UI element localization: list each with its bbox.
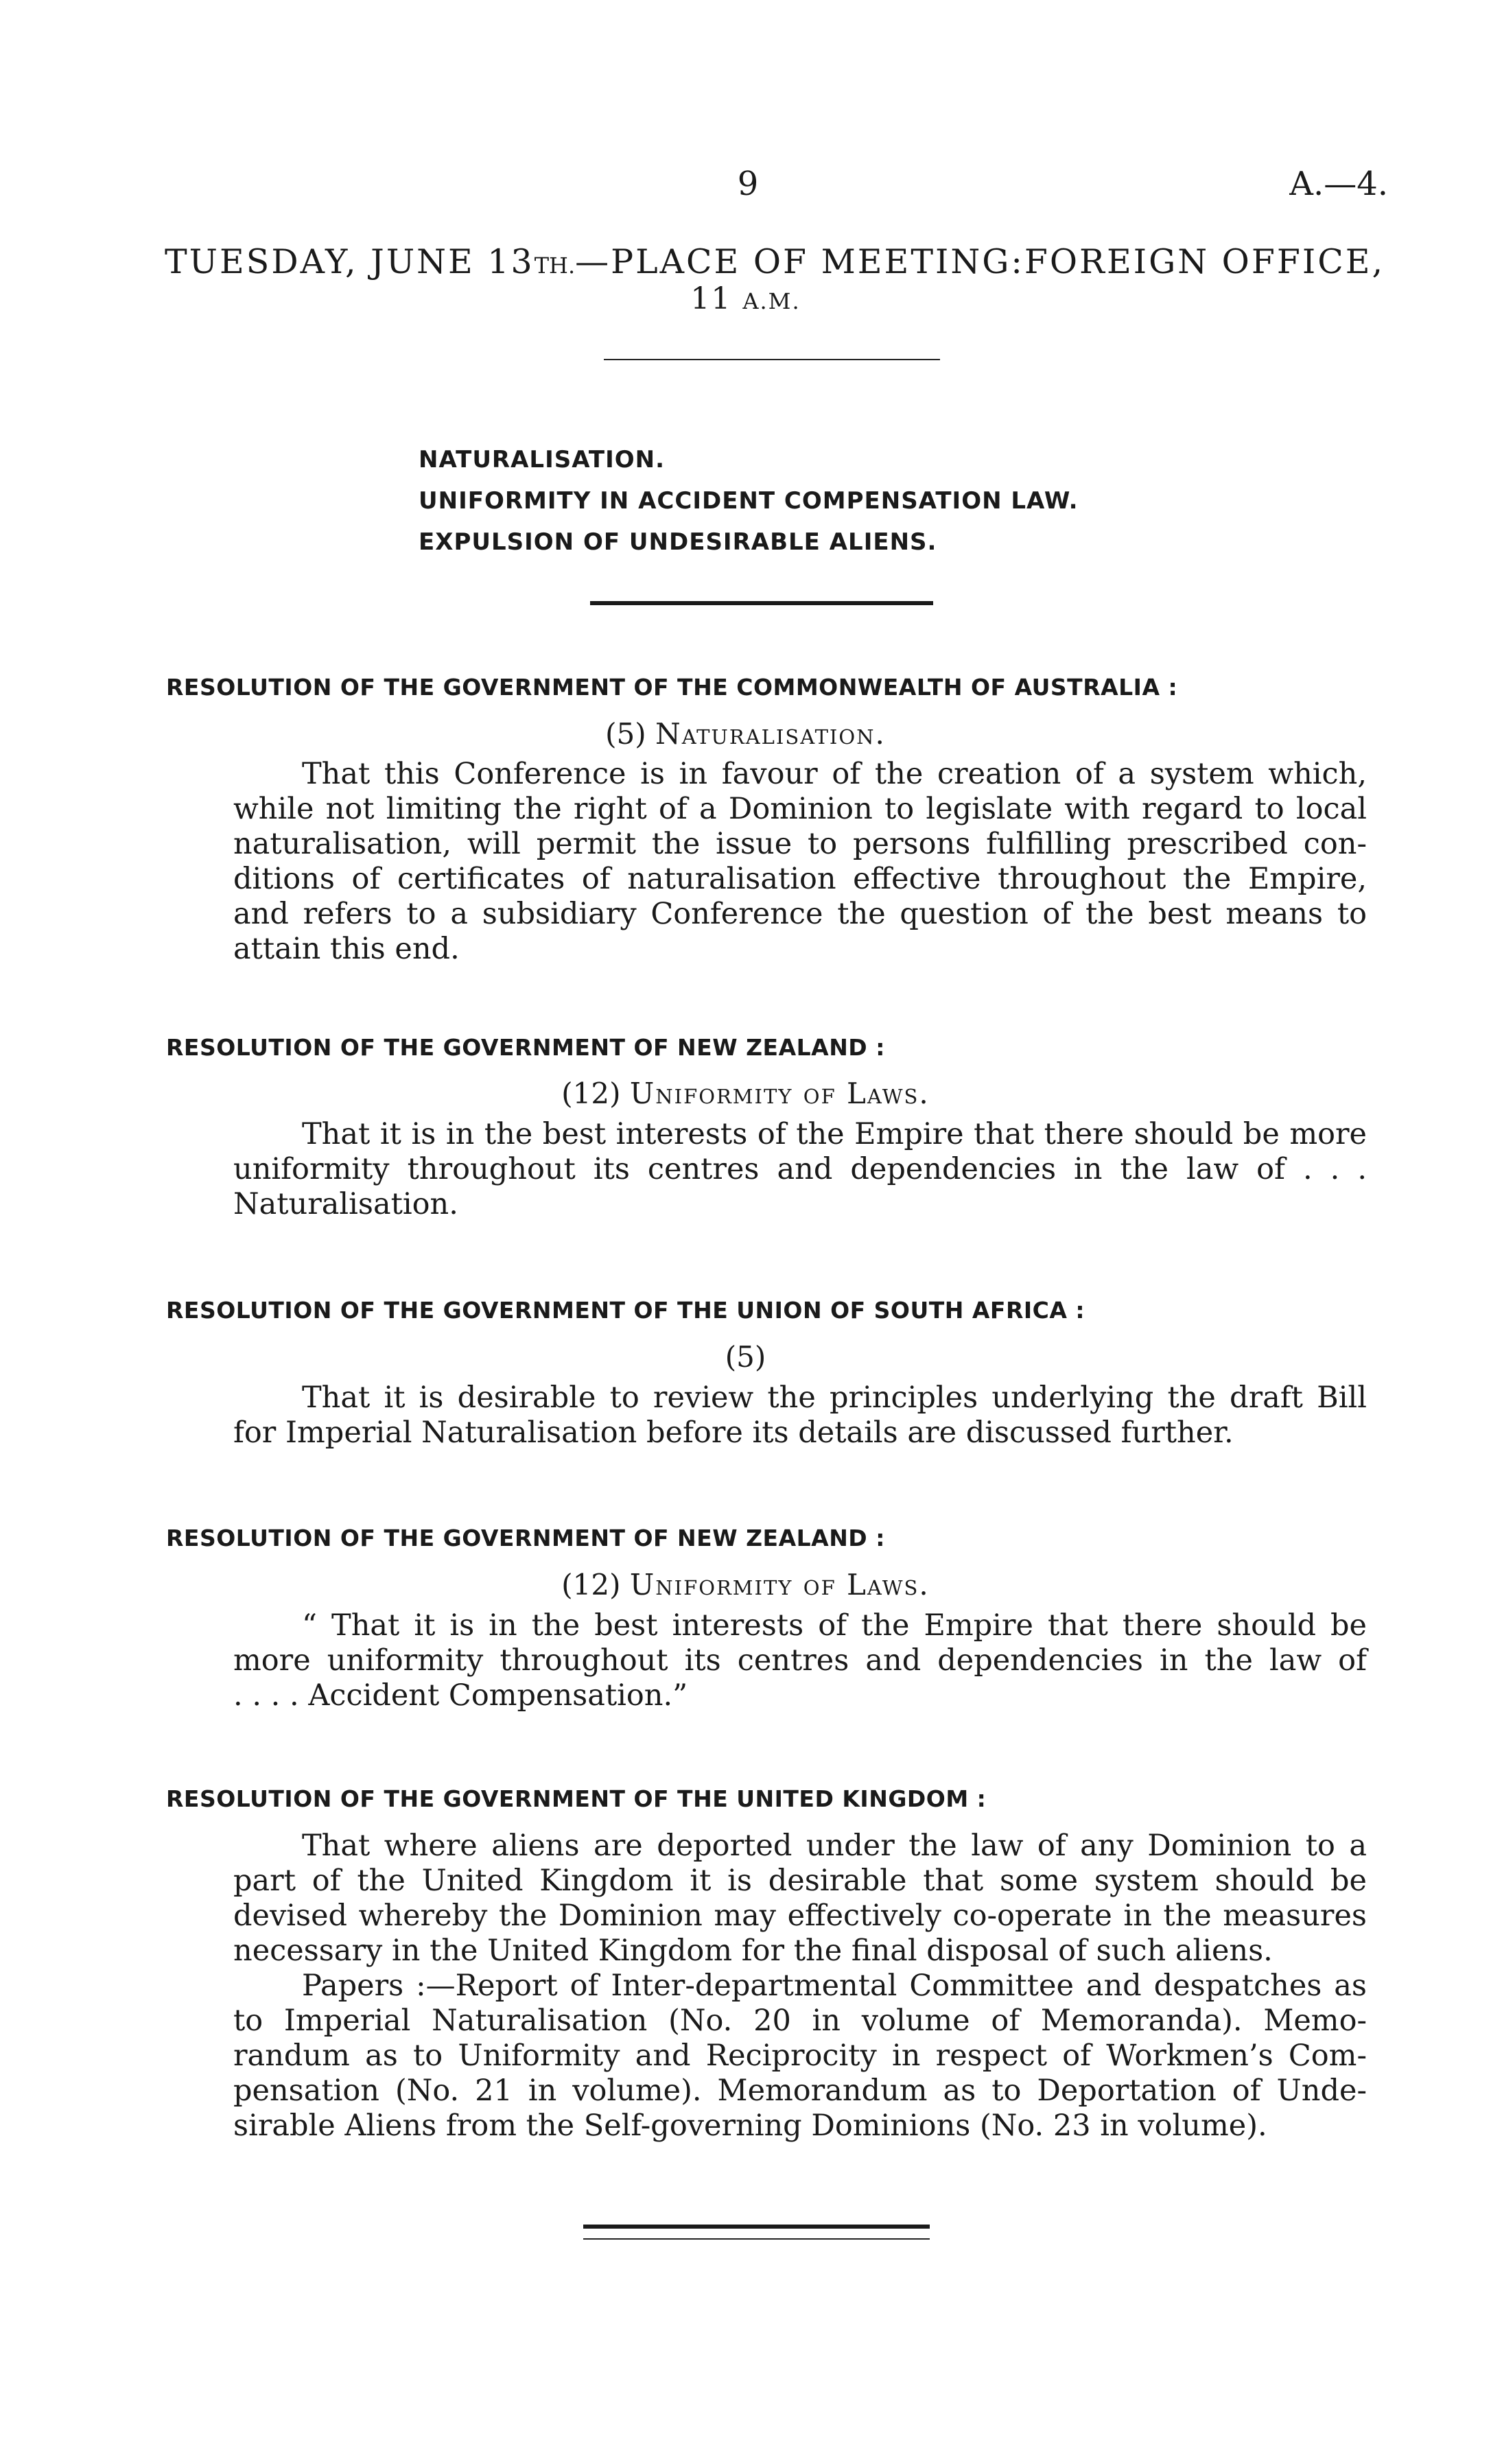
resolution-title: Naturalisation. xyxy=(655,717,886,751)
text-line: naturalisation, will permit the issue to persons fulfilling prescribed con- xyxy=(233,827,1367,861)
resolution-heading-new-zealand: RESOLUTION OF THE GOVERNMENT OF NEW ZEALAND : xyxy=(166,1034,885,1061)
agenda-topics xyxy=(419,439,1079,563)
meeting-place: —PLACE OF MEETING: xyxy=(575,242,1024,281)
text-line: devised whereby the Dominion may effectively co-operate in the measures xyxy=(233,1899,1367,1933)
resolution-text-australia xyxy=(233,757,1367,967)
text-line: That it is in the best interests of the Empire that there should be more xyxy=(302,1117,1367,1151)
text-line: for Imperial Naturalisation before its details are discussed further. xyxy=(233,1416,1234,1450)
closing-rule-thin xyxy=(583,2238,930,2240)
topic-item: NATURALISATION. xyxy=(419,446,666,473)
papers-line: Papers :—Report of Inter-departmental Committee and despatches as xyxy=(302,1969,1367,2003)
header-divider xyxy=(604,359,940,360)
meeting-time-unit: A.M. xyxy=(742,288,801,314)
papers-line: randum as to Uniformity and Reciprocity in respect of Workmen’s Com- xyxy=(233,2039,1367,2073)
meeting-venue: FOREIGN OFFICE, xyxy=(1024,242,1385,281)
resolution-title: Uniformity of Laws. xyxy=(629,1568,930,1601)
resolution-text-new-zealand xyxy=(233,1117,1367,1222)
document-code: A.—4. xyxy=(1289,165,1388,203)
topics-divider xyxy=(590,601,933,605)
resolution-heading-australia: RESOLUTION OF THE GOVERNMENT OF THE COMMONWEALTH OF AUSTRALIA : xyxy=(166,674,1178,701)
resolution-number: (12) xyxy=(561,1568,621,1601)
papers-line: to Imperial Naturalisation (No. 20 in volume of Memoranda). Memo- xyxy=(233,2004,1367,2038)
text-line: That this Conference is in favour of the creation of a system which, xyxy=(302,757,1367,791)
resolution-subheading xyxy=(0,1075,1491,1112)
resolution-heading-new-zealand-2: RESOLUTION OF THE GOVERNMENT OF NEW ZEALAND : xyxy=(166,1525,885,1551)
text-line: while not limiting the right of a Dominion to legislate with regard to local xyxy=(233,792,1367,826)
meeting-day: TUESDAY, JUNE 13TH.—PLACE OF MEETING: xyxy=(165,242,1024,281)
text-line: That where aliens are deported under the law of any Dominion to a xyxy=(302,1829,1367,1863)
text-line: attain this end. xyxy=(233,932,460,966)
resolution-subheading xyxy=(0,716,1491,753)
resolution-heading-south-africa: RESOLUTION OF THE GOVERNMENT OF THE UNION OF SOUTH AFRICA : xyxy=(166,1297,1085,1324)
text-line: . . . . Accident Compensation.” xyxy=(233,1678,688,1713)
meeting-time-number: 11 xyxy=(690,281,732,316)
resolution-text-new-zealand-2 xyxy=(233,1608,1367,1713)
resolution-text-south-africa xyxy=(233,1381,1367,1451)
topic-item: UNIFORMITY IN ACCIDENT COMPENSATION LAW. xyxy=(419,487,1079,515)
text-line: That it is desirable to review the principles underlying the draft Bill xyxy=(302,1381,1367,1415)
text-line: necessary in the United Kingdom for the final disposal of such aliens. xyxy=(233,1934,1273,1968)
resolution-subheading xyxy=(0,1567,1491,1604)
page-number: 9 xyxy=(737,165,759,203)
topic-item: EXPULSION OF UNDESIRABLE ALIENS. xyxy=(419,528,937,556)
papers-line: sirable Aliens from the Self-governing Dominions (No. 23 in volume). xyxy=(233,2109,1267,2143)
papers-line: pensation (No. 21 in volume). Memorandum as to Deportation of Unde- xyxy=(233,2074,1367,2108)
resolution-number: (5) xyxy=(605,717,646,751)
meeting-day-suffix: TH. xyxy=(534,253,576,279)
text-line: ditions of certificates of naturalisation effective throughout the Empire, xyxy=(233,862,1367,896)
resolution-number: (12) xyxy=(561,1077,621,1110)
text-line: “ That it is in the best interests of the Empire that there should be xyxy=(302,1608,1367,1643)
resolution-subheading xyxy=(0,1339,1491,1376)
text-line: uniformity throughout its centres and dependencies in the law of . . . xyxy=(233,1152,1367,1186)
closing-rule-thick xyxy=(583,2225,930,2229)
resolution-text-united-kingdom xyxy=(233,1829,1367,2144)
resolution-number: (5) xyxy=(725,1340,766,1374)
text-line: part of the United Kingdom it is desirable that some system should be xyxy=(233,1864,1367,1898)
text-line: and refers to a subsidiary Conference the question of the best means to xyxy=(233,897,1367,931)
resolution-heading-united-kingdom: RESOLUTION OF THE GOVERNMENT OF THE UNITED KINGDOM : xyxy=(166,1785,987,1812)
text-line: Naturalisation. xyxy=(233,1187,458,1221)
meeting-time xyxy=(0,280,1491,320)
resolution-title: Uniformity of Laws. xyxy=(629,1077,930,1110)
text-line: more uniformity throughout its centres and dependencies in the law of xyxy=(233,1643,1367,1678)
